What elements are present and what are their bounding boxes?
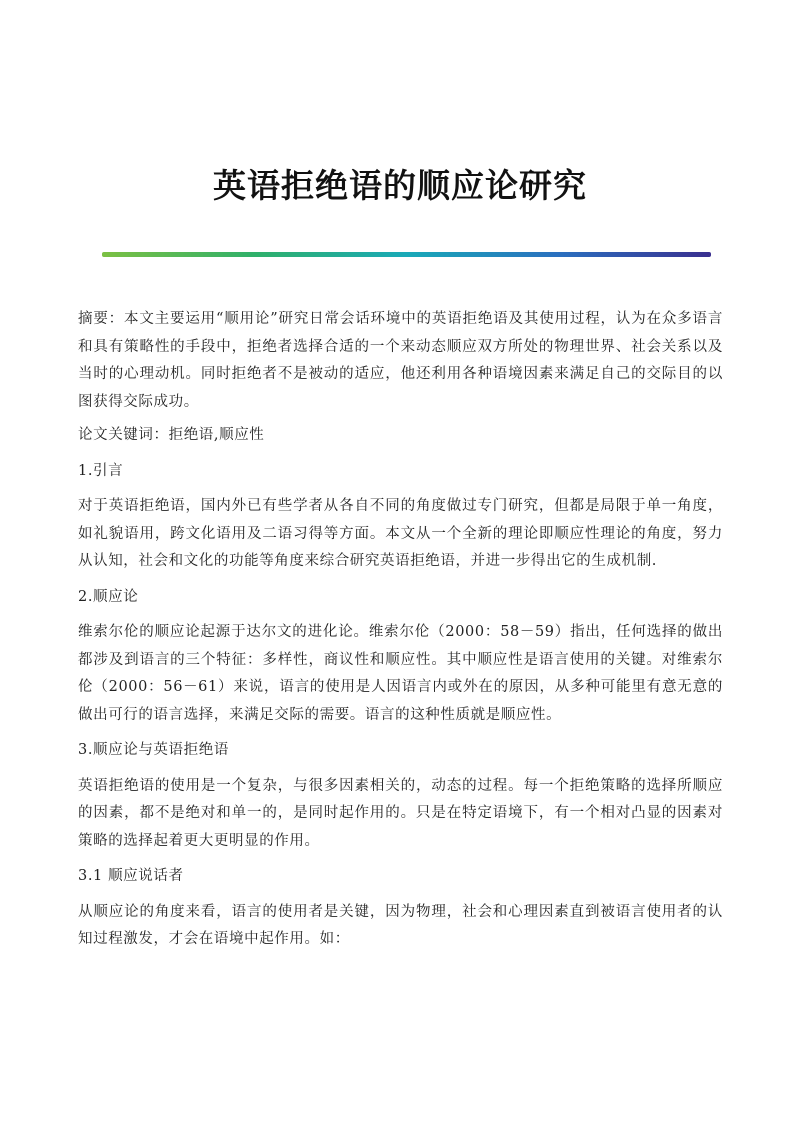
keywords-line: 论文关键词：拒绝语,顺应性 — [78, 427, 265, 443]
section-heading-introduction: 1.引言 — [78, 462, 124, 479]
title-divider — [102, 252, 711, 257]
section-paragraph-adaptation-theory: 维索尔伦的顺应论起源于达尔文的进化论。维索尔伦（2000：58－59）指出，任何选择的做出都涉及到语言的三个特征：多样性，商议性和顺应性。其中顺应性是语言使用的关键。对维索尔伦（2000：56－61）来说，语言的使用是人因语言内或外在的原因，从多种可能里有意无意的做出可行的语言选择，来满足交际的需要。语言的这种性质就是顺应性。 — [78, 624, 723, 723]
section-heading-adaptation-and-refusal: 3.顺应论与英语拒绝语 — [78, 742, 229, 758]
section-heading-adaptation-theory: 2.顺应论 — [78, 588, 139, 605]
section-paragraph-adaptation-and-refusal: 英语拒绝语的使用是一个复杂，与很多因素相关的，动态的过程。每一个拒绝策略的选择所顺应的因素，都不是绝对和单一的，是同时起作用的。只是在特定语境下，有一个相对凸显的因素对策略的选择起着更大更明显的作用。 — [78, 777, 723, 849]
document-body — [78, 306, 723, 954]
document-title: 英语拒绝语的顺应论研究 — [213, 166, 587, 205]
section-heading-adapting-speaker: 3.1 顺应说话者 — [78, 868, 184, 884]
section-paragraph-introduction: 对于英语拒绝语，国内外已有些学者从各自不同的角度做过专门研究，但都是局限于单一角度，如礼貌语用，跨文化语用及二语习得等方面。本文从一个全新的理论即顺应性理论的角度，努力从认知，社会和文化的功能等角度来综合研究英语拒绝语，并进一步得出它的生成机制. — [78, 498, 723, 569]
section-paragraph-adapting-speaker: 从顺应论的角度来看，语言的使用者是关键，因为物理，社会和心理因素直到被语言使用者的认知过程激发，才会在语境中起作用。如： — [78, 903, 723, 947]
abstract-paragraph: 摘要：本文主要运用“顺用论”研究日常会话环境中的英语拒绝语及其使用过程，认为在众多语言和具有策略性的手段中，拒绝者选择合适的一个来动态顺应双方所处的物理世界、社会关系以及当时的心理动机。同时拒绝者不是被动的适应，他还利用各种语境因素来满足自己的交际目的以图获得交际成功。 — [78, 311, 723, 410]
